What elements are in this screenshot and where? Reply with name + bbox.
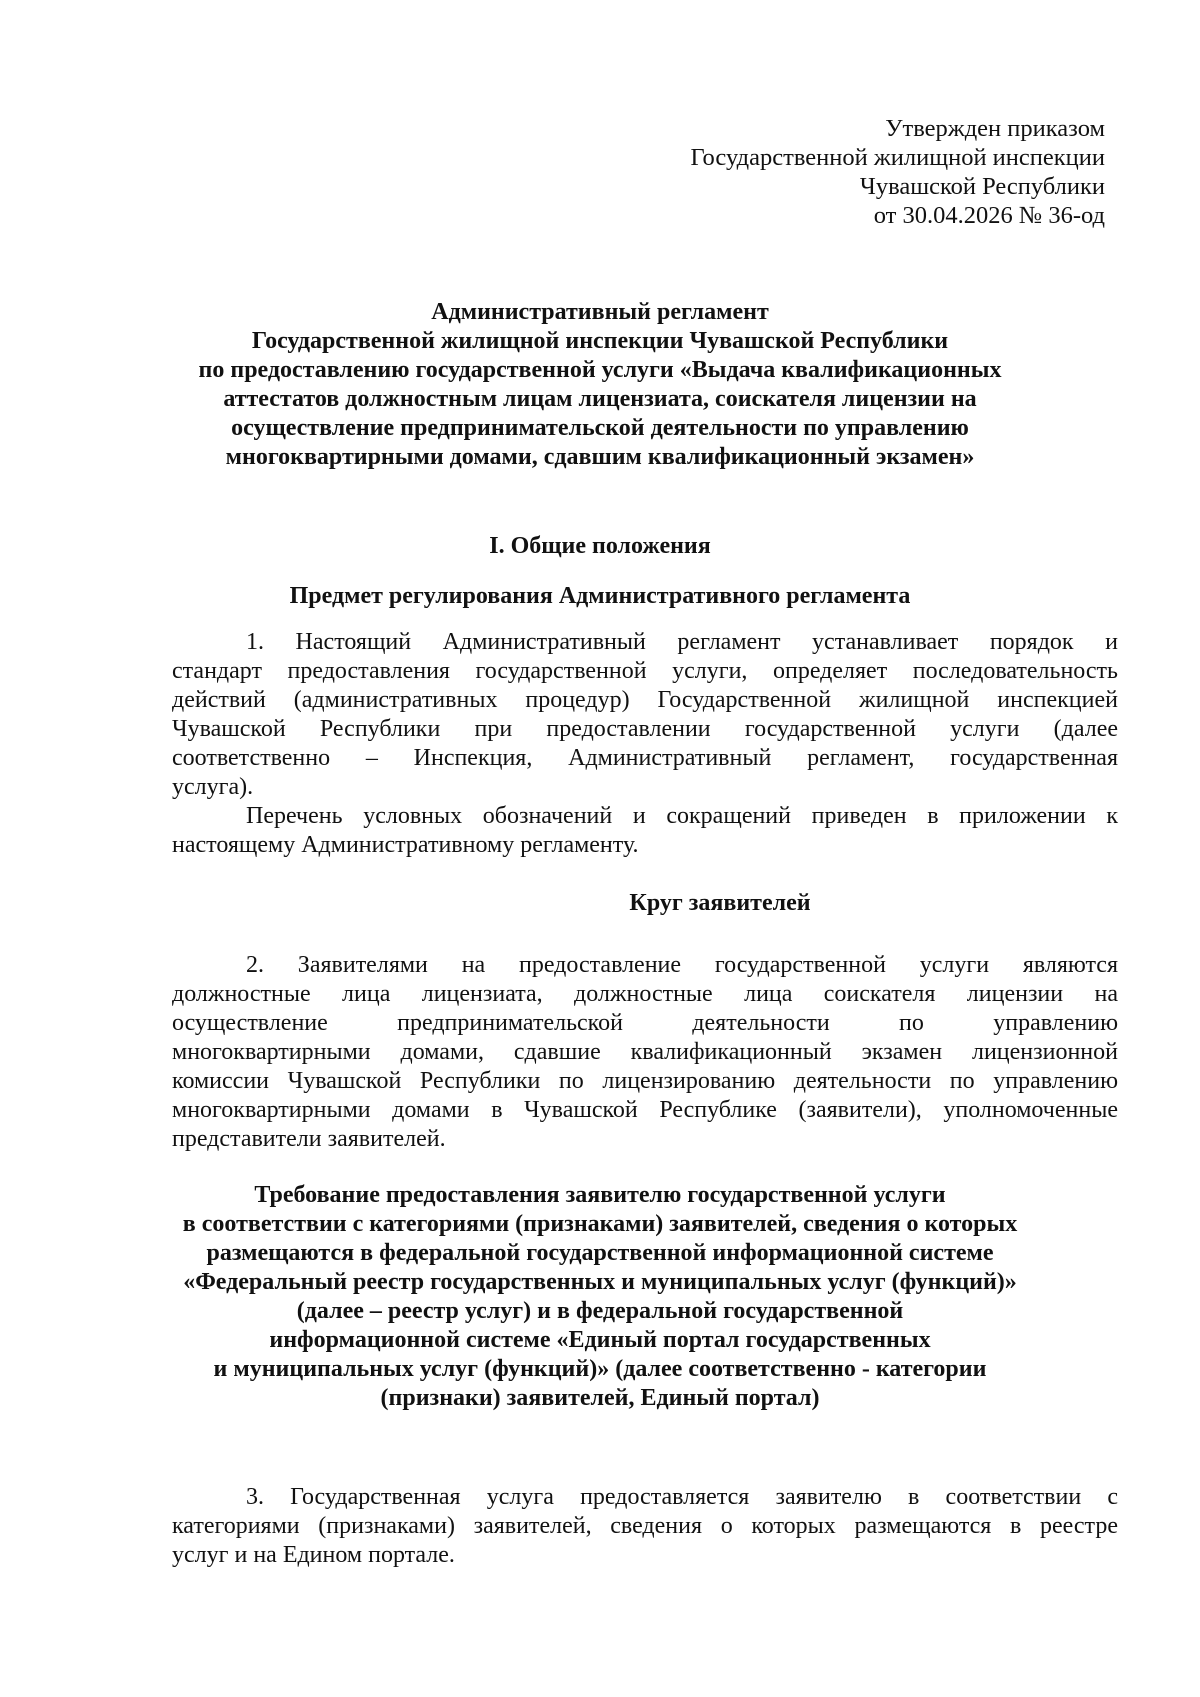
approval-line: Утвержден приказом xyxy=(885,115,1105,142)
paragraph-line: комиссии Чувашской Республики по лицензированию деятельности по управлению xyxy=(172,1068,1118,1094)
approval-line: Чувашской Республики xyxy=(859,173,1105,200)
paragraph-line: стандарт предоставления государственной услуги, определяет последовательность xyxy=(172,658,1118,684)
section-heading-text: I. Общие положения xyxy=(489,533,711,559)
paragraph-2 xyxy=(172,802,1118,860)
approval-stamp xyxy=(691,114,1105,230)
applicants-heading xyxy=(420,889,1020,918)
title-line: многоквартирными домами, сдавшим квалификационный экзамен» xyxy=(225,444,975,470)
heading-line: (признаки) заявителей, Единый портал) xyxy=(380,1385,820,1411)
heading-line: размещаются в федеральной государственной информационной системе xyxy=(206,1240,994,1266)
title-line: Государственной жилищной инспекции Чувашской Республики xyxy=(251,328,949,354)
paragraph-1 xyxy=(172,628,1118,802)
heading-line: (далее – реестр услуг) и в федеральной государственной xyxy=(296,1298,904,1324)
paragraph-line: настоящему Административному регламенту. xyxy=(172,832,639,858)
title-line: аттестатов должностным лицам лицензиата, соискателя лицензии на xyxy=(223,386,977,412)
approval-line: Государственной жилищной инспекции xyxy=(690,144,1105,171)
title-line: осуществление предпринимательской деятельности по управлению xyxy=(231,415,969,441)
requirement-heading xyxy=(150,1181,1050,1413)
paragraph-line: многоквартирными домами, сдавшие квалификационный экзамен лицензионной xyxy=(172,1039,1118,1065)
paragraph-3 xyxy=(172,1483,1118,1570)
title-line: Административный регламент xyxy=(431,299,769,325)
paragraph-line: 2. Заявителями на предоставление государственной услуги являются xyxy=(246,952,1118,978)
paragraph-line: услуг и на Едином портале. xyxy=(172,1542,455,1568)
heading-line: в соответствии с категориями (признаками) заявителей, сведения о которых xyxy=(182,1211,1018,1237)
paragraph-line: действий (административных процедур) Государственной жилищной инспекцией xyxy=(172,687,1118,713)
paragraph-line: Перечень условных обозначений и сокращений приведен в приложении к xyxy=(246,803,1118,829)
paragraph-line: Чувашской Республики при предоставлении государственной услуги (далее xyxy=(172,716,1118,742)
paragraph-line: категориями (признаками) заявителей, сведения о которых размещаются в реестре xyxy=(172,1513,1118,1539)
paragraph-line: услуга). xyxy=(172,774,254,800)
paragraph-line: осуществление предпринимательской деятельности по управлению xyxy=(172,1010,1118,1036)
paragraph-line: 3. Государственная услуга предоставляется заявителю в соответствии с xyxy=(246,1484,1118,1510)
applicants-heading-text: Круг заявителей xyxy=(629,890,811,916)
paragraph-line: соответственно – Инспекция, Административный регламент, государственная xyxy=(172,745,1118,771)
paragraph-applicants xyxy=(172,951,1118,1154)
paragraph-line: 1. Настоящий Административный регламент устанавливает порядок и xyxy=(246,629,1118,655)
heading-line: информационной системе «Единый портал государственных xyxy=(269,1327,931,1353)
heading-line: и муниципальных услуг (функций)» (далее соответственно - категории xyxy=(213,1356,987,1382)
approval-date-line: от 30.04.2026 № 36-од xyxy=(873,202,1105,229)
title-line: по предоставлению государственной услуги «Выдача квалификационных xyxy=(198,357,1002,383)
heading-line: «Федеральный реестр государственных и муниципальных услуг (функций)» xyxy=(183,1269,1017,1295)
paragraph-line: многоквартирными домами в Чувашской Республике (заявители), уполномоченные xyxy=(172,1097,1118,1123)
document-title xyxy=(150,298,1050,472)
paragraph-line: должностные лица лицензиата, должностные лица соискателя лицензии на xyxy=(172,981,1118,1007)
section-heading xyxy=(150,532,1050,561)
heading-line: Требование предоставления заявителю государственной услуги xyxy=(254,1182,946,1208)
subsection-heading-text: Предмет регулирования Административного регламента xyxy=(289,583,911,609)
paragraph-line: представители заявителей. xyxy=(172,1126,446,1152)
subsection-heading xyxy=(150,582,1050,611)
